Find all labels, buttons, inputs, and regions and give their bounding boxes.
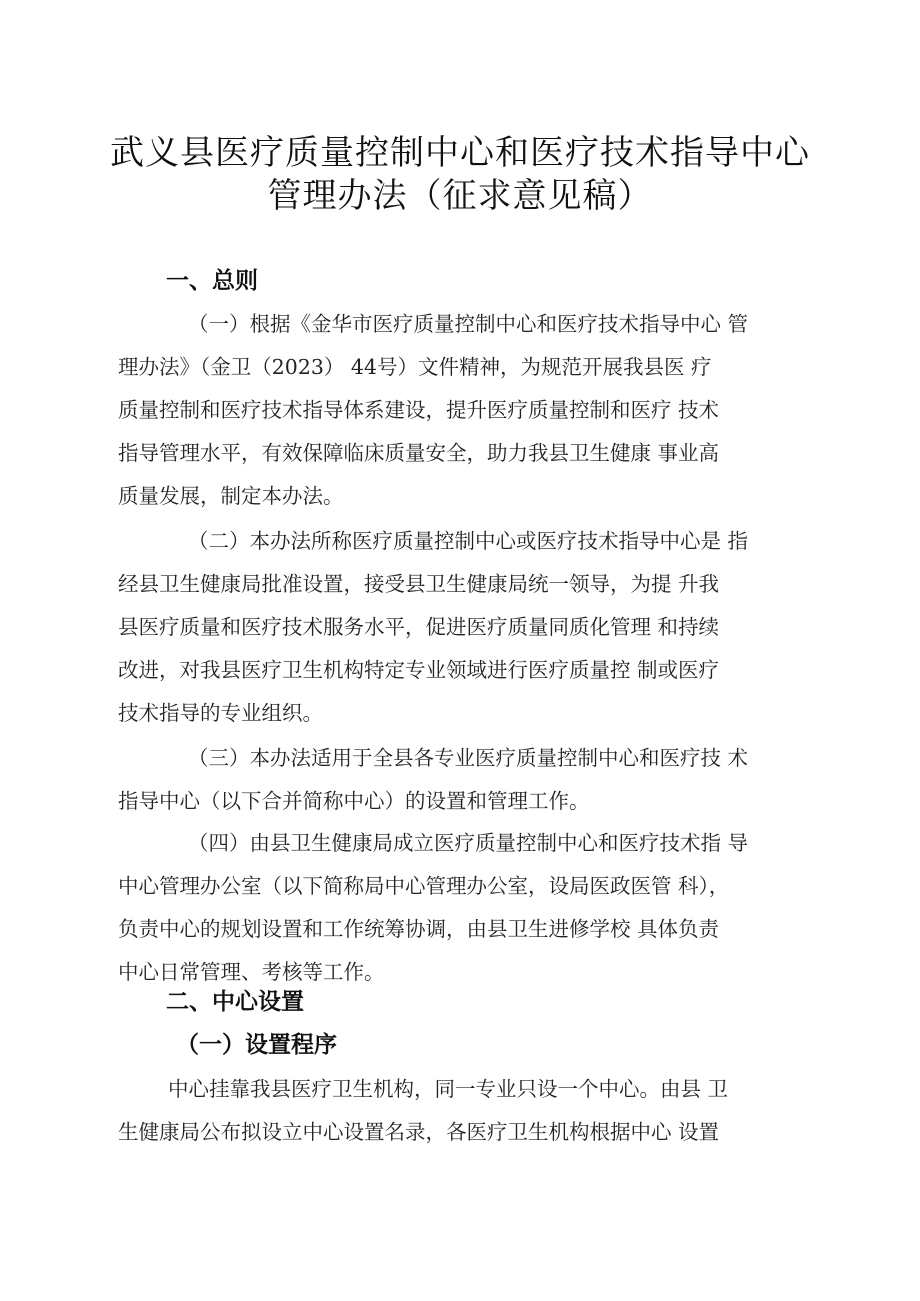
paragraph-line: 中心日常管理、考核等工作。	[118, 960, 385, 984]
paragraph-4	[118, 822, 810, 994]
paragraph-line: 负责中心的规划设置和工作统筹协调，由县卫生进修学校 具体负责	[118, 917, 720, 941]
section-heading-general: 一、总则	[166, 268, 258, 294]
subsection-heading-setup-procedure: （一）设置程序	[176, 1032, 337, 1058]
paragraph-line: 县医疗质量和医疗技术服务水平，促进医疗质量同质化管理 和持续	[118, 615, 720, 639]
paragraph-line: 质量控制和医疗技术指导体系建设，提升医疗质量控制和医疗 技术	[118, 398, 720, 422]
paragraph-line: 中心管理办公室（以下简称局中心管理办公室，设局医政医管 科），	[118, 874, 730, 898]
paragraph-line: 经县卫生健康局批准设置，接受县卫生健康局统一领导，为提 升我	[118, 572, 720, 596]
paragraph-line: 生健康局公布拟设立中心设置名录，各医疗卫生机构根据中心 设置	[118, 1120, 720, 1144]
paragraph-line: （一）根据《金华市医疗质量控制中心和医疗技术指导中心 管	[188, 312, 749, 336]
paragraph-line: （四）由县卫生健康局成立医疗质量控制中心和医疗技术指 导	[188, 831, 749, 855]
paragraph-3	[118, 737, 810, 823]
paragraph-line: 中心挂靠我县医疗卫生机构，同一专业只设一个中心。由县 卫	[168, 1077, 729, 1101]
paragraph-line: 技术指导的专业组织。	[118, 701, 323, 725]
paragraph-line: 指导中心（以下合并简称中心）的设置和管理工作。	[118, 789, 590, 813]
paragraph-line: （二）本办法所称医疗质量控制中心或医疗技术指导中心是 指	[188, 529, 749, 553]
paragraph-line: （三）本办法适用于全县各专业医疗质量控制中心和医疗技 术	[188, 746, 749, 770]
document-title-line-1: 武义县医疗质量控制中心和医疗技术指导中心	[110, 133, 810, 173]
document-title-line-2: 管理办法（征求意见稿）	[267, 176, 653, 216]
paragraph-5	[118, 1068, 810, 1154]
paragraph-line: 改进，对我县医疗卫生机构特定专业领域进行医疗质量控 制或医疗	[118, 658, 720, 682]
paragraph-line: 质量发展，制定本办法。	[118, 484, 344, 508]
paragraph-line: 理办法》（金卫（2023） 44号）文件精神，为规范开展我县医 疗	[118, 355, 712, 379]
section-heading-center-setup: 二、中心设置	[166, 989, 304, 1015]
paragraph-line: 指导管理水平，有效保障临床质量安全，助力我县卫生健康 事业高	[118, 441, 720, 465]
paragraph-1	[118, 303, 810, 518]
paragraph-2	[118, 520, 810, 735]
